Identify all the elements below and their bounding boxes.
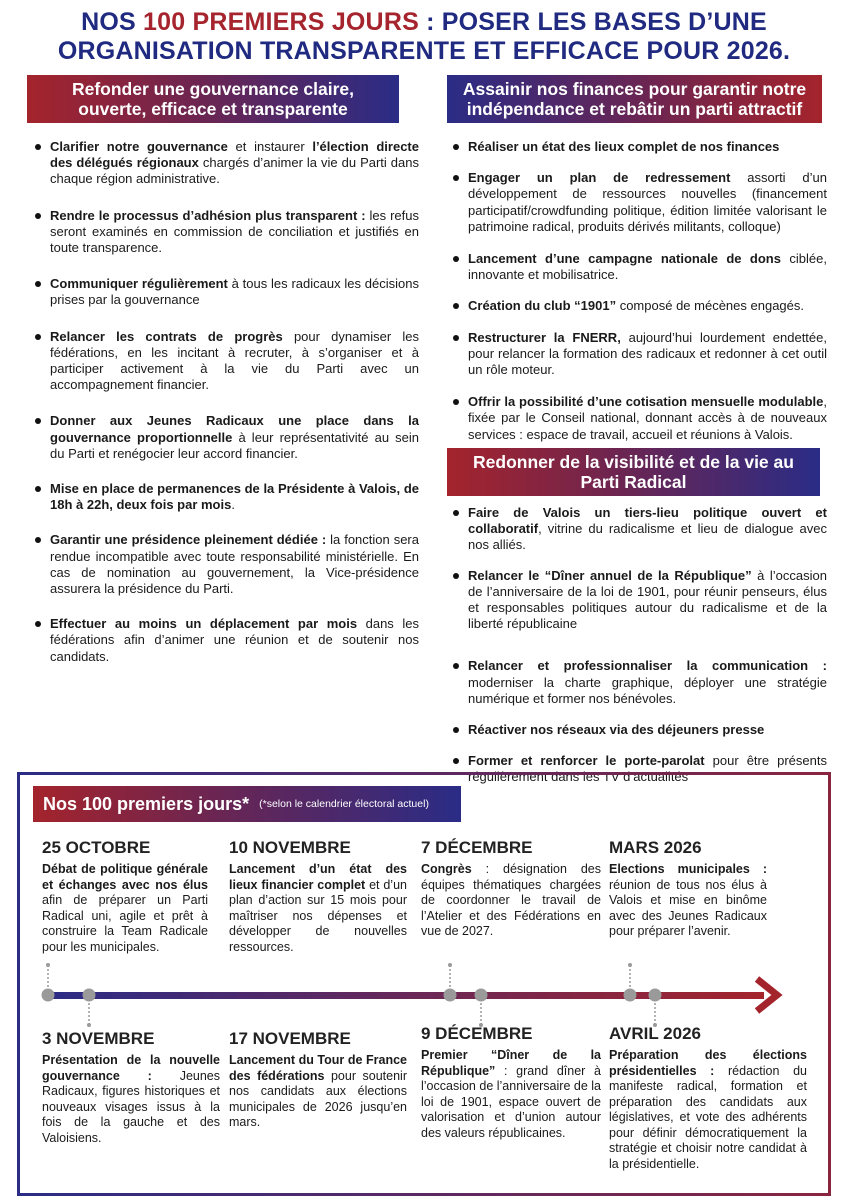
timeline-connector-end — [448, 963, 452, 967]
timeline-event — [229, 838, 407, 955]
event-highlight: Congrès — [421, 862, 472, 876]
event-date: 10 NOVEMBRE — [229, 838, 351, 857]
item-text: , fixée par le Conseil national, donnant accès à de nouveaux services : espace de travail, accueil et réunions à Valois. — [468, 394, 827, 442]
timeline-event — [609, 838, 767, 940]
event-text: rédaction du manifeste radical, formation et préparation des candidats aux législatives, et vote des adhérents pour définir démocratiquement la stratégie et choisir notre candidat à la présidentielle. — [609, 1063, 807, 1171]
title-accent: 100 PREMIERS JOURS — [143, 8, 419, 36]
event-text: : grand dîner à l’occasion de l’anniversaire de la loi de 1901, espace ouvert de valorisation et d’union autour des valeurs républicaines. — [421, 1063, 601, 1140]
item-bold: Création du club “1901” — [468, 298, 617, 314]
item-bold: Clarifier notre gouvernance — [50, 139, 228, 154]
item-bold: Relancer le “Dîner annuel de la République” — [468, 567, 752, 583]
event-text: pour soutenir nos candidats aux élections municipales de 2026 jusqu’en mars. — [229, 1068, 408, 1129]
event-highlight: Débat de politique générale et échanges avec nos élus — [42, 862, 208, 892]
item-bold: Mise en place de permanences de la Présidente à Valois, de 18h à 22h, deux fois par mois — [50, 481, 419, 513]
section-heading-governance: Refonder une gouvernance claire, ouverte, efficace et transparente — [27, 75, 399, 123]
item-text: à l’occasion de l’anniversaire de la loi de 1901, pour réunir penseurs, élus et responsables politiques autour du radicalisme et de la liberté républicaine — [468, 567, 827, 632]
item-bold: Former et renforcer le porte-parolat — [468, 753, 705, 769]
item-bold: Réaliser un état des lieux complet de nos finances — [468, 139, 780, 154]
item-bold: Restructurer la FNERR, — [468, 329, 621, 345]
item-bold2: l’élection directe des délégués régionaux — [50, 139, 419, 171]
item-text: la fonction sera rendue incompatible avec toute responsabilité ministérielle. En cas de nomination au gouvernement, la Vice-présidence assurera la présidence du Parti. — [50, 532, 419, 597]
event-date: 25 OCTOBRE — [42, 838, 151, 857]
timeline-marker — [475, 989, 488, 1002]
event-description — [229, 862, 407, 955]
item-text: pour être présents régulièrement dans les TV d’actualités — [468, 753, 827, 785]
timeline-note: (*selon le calendrier électoral actuel) — [259, 798, 429, 810]
item-text: à leur représentativité au sein du Parti et renégocier leur accord financier. — [50, 429, 420, 461]
event-text: afin de préparer un Parti Radical uni, agile et prêt à construire la Team Radicale pour les municipales. — [42, 893, 208, 954]
item-text: composé de mécènes engagés. — [616, 298, 804, 314]
item-text: ciblée, innovante et mobilisatrice. — [468, 251, 827, 283]
item-bold: Relancer les contrats de progrès — [50, 328, 283, 344]
event-text: : désignation des équipes thématiques chargées de coordonner le travail de l’Atelier et des Fédérations en vue de 2027. — [421, 862, 601, 938]
item-bold: Garantir une présidence pleinement dédiée : — [50, 532, 327, 548]
event-highlight: Lancement d’un état des lieux financier complet — [229, 862, 407, 892]
timeline-connector-end — [87, 1023, 91, 1027]
title-line-1: NOS 100 PREMIERS JOURS : POSER LES BASES D’UNE — [81, 8, 767, 36]
event-description — [42, 862, 208, 955]
item-text: dans les fédérations afin d’animer une réunion et de soutenir nos candidats. — [50, 616, 419, 664]
section-heading-visibility: Redonner de la visibilité et de la vie au Parti Radical — [447, 448, 820, 496]
item-bold: Faire de Valois un tiers-lieu politique ouvert et collaboratif — [468, 505, 827, 537]
event-date: MARS 2026 — [609, 838, 702, 857]
event-date: 7 DÉCEMBRE — [421, 838, 533, 857]
timeline-event — [229, 1029, 407, 1131]
event-date: 3 NOVEMBRE — [42, 1029, 155, 1048]
event-highlight: Présentation de la nouvelle gouvernance : — [42, 1053, 220, 1083]
item-text: . — [231, 497, 235, 513]
timeline-connector-end — [46, 963, 50, 967]
timeline-connector-end — [628, 963, 632, 967]
timeline-title: Nos 100 premiers jours* — [43, 793, 250, 814]
timeline-event — [42, 1029, 220, 1146]
item-bold: Donner aux Jeunes Radicaux une place dans la gouvernance proportionnelle — [50, 413, 419, 445]
event-date: 17 NOVEMBRE — [229, 1029, 351, 1048]
item-bold: Offrir la possibilité d’une cotisation mensuelle modulable — [468, 394, 824, 410]
item-text: , vitrine du radicalisme et lieu de dialogue avec nos alliés. — [468, 521, 827, 553]
item-text: aujourd’hui lourdement endettée, pour relancer la formation des radicaux et redonner à cet outil un rôle moteur. — [468, 329, 827, 378]
timeline-event — [421, 1024, 601, 1141]
item-text: assorti d’un développement de ressources nouvelles (financement participatif/crowdfunding politique, édition limitée valorisant le patrimoine radical, produits dérivés militants, colloque) — [468, 170, 827, 234]
event-description — [609, 862, 767, 940]
event-description — [42, 1053, 220, 1146]
event-description — [421, 862, 601, 940]
section-heading-finances: Assainir nos finances pour garantir notre indépendance et rebâtir un parti attractif — [447, 75, 822, 123]
event-highlight: Lancement du Tour de France des fédérations — [229, 1053, 407, 1083]
item-bold: Communiquer régulièrement — [50, 276, 228, 292]
timeline-marker — [42, 989, 55, 1002]
item-text: les refus seront examinés en commission de conciliation et justifiés en toute transparence. — [50, 207, 419, 256]
event-highlight: Préparation des élections présidentielles : — [609, 1048, 807, 1078]
timeline-marker — [624, 989, 637, 1002]
event-text: et d’un plan d’action sur 15 mois pour maîtriser nos dépenses et développer de nouvelles ressources. — [229, 877, 407, 954]
event-highlight: Premier “Dîner de la République” — [421, 1048, 601, 1078]
item-bold: Réactiver nos réseaux via des déjeuners presse — [468, 722, 765, 738]
event-text: réunion de tous nos élus à Valois et mise en binôme avec des Jeunes Radicaux pour préparer l’avenir. — [609, 877, 767, 938]
item-text: à tous les radicaux les décisions prises par la gouvernance — [50, 276, 419, 308]
timeline-event — [609, 1024, 807, 1172]
item-text: et instaurer — [227, 139, 313, 154]
event-description — [609, 1048, 807, 1172]
item-text2: chargés d’animer la vie du Parti dans chaque région administrative. — [50, 155, 419, 187]
item-bold: Rendre le processus d’adhésion plus transparent : — [50, 207, 366, 223]
event-description — [229, 1053, 407, 1131]
item-bold: Engager un plan de redressement — [468, 170, 731, 186]
item-bold: Lancement d’une campagne nationale de dons — [468, 251, 781, 267]
item-text: pour dynamiser les fédérations, en les incitant à recruter, à s’organiser et à participer activement à la vie du Parti avec un accompagnement financier. — [50, 328, 419, 393]
event-highlight: Elections municipales : — [609, 862, 767, 876]
timeline-event — [421, 838, 601, 940]
event-text: Jeunes Radicaux, figures historiques et nouveaux visages issus à la fois de la gauche et des Valoisiens. — [42, 1068, 220, 1145]
title-line-2: ORGANISATION TRANSPARENTE ET EFFICACE POUR 2026. — [57, 37, 791, 65]
item-bold: Relancer et professionnaliser la communication : — [468, 658, 827, 674]
event-date: 9 DÉCEMBRE — [421, 1024, 533, 1043]
item-bold: Effectuer au moins un déplacement par mois — [50, 616, 358, 632]
event-description — [421, 1048, 601, 1141]
timeline-marker — [649, 989, 662, 1002]
timeline-marker — [83, 989, 96, 1002]
event-date: AVRIL 2026 — [609, 1024, 701, 1043]
timeline-marker — [444, 989, 457, 1002]
item-text: moderniser la charte graphique, déployer une stratégie numérique et former nos bénévoles. — [468, 674, 827, 706]
timeline-event — [42, 838, 208, 955]
